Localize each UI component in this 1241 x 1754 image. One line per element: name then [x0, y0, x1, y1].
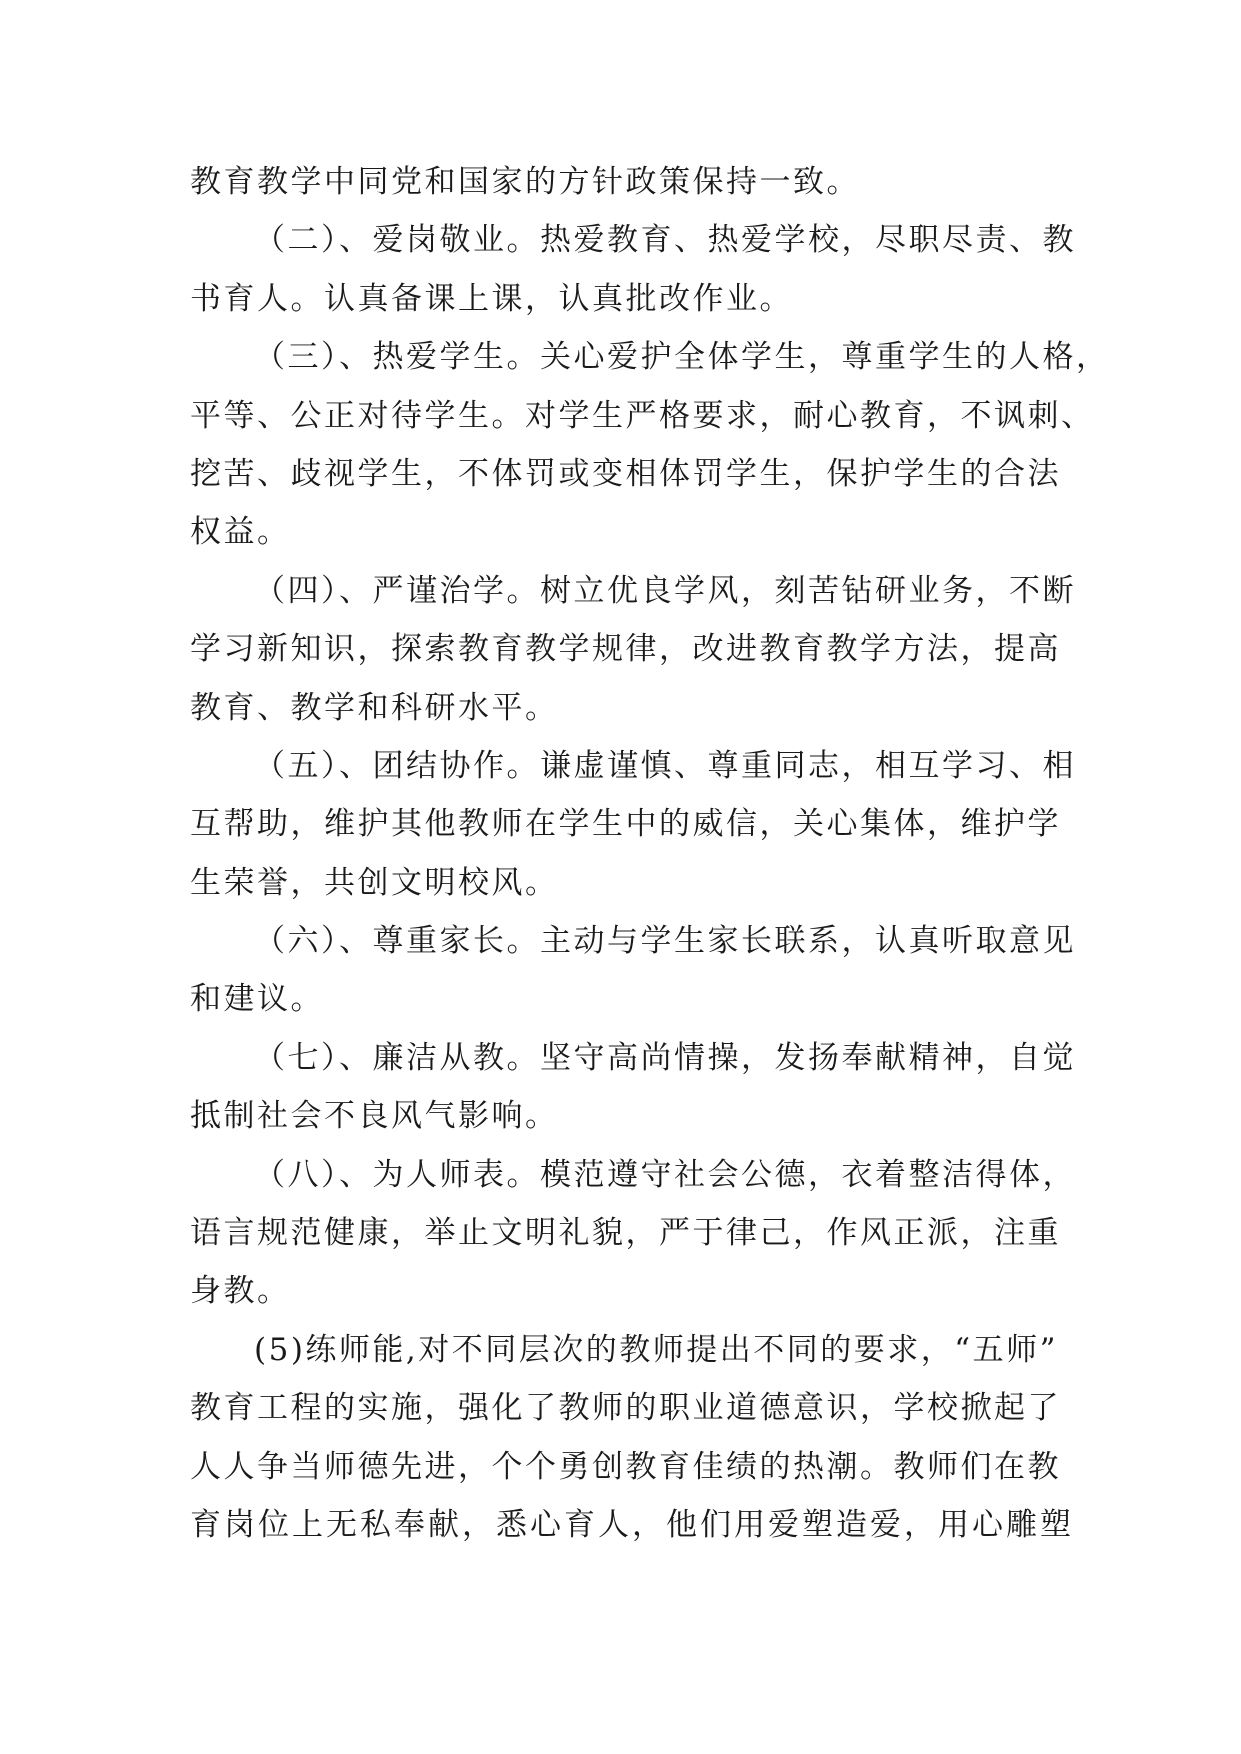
document-page [190, 153, 1110, 1554]
text-line: 育岗位上无私奉献，悉心育人，他们用爱塑造爱，用心雕塑 [190, 1506, 1074, 1543]
text-line: 教育工程的实施，强化了教师的职业道德意识，学校掀起了 [190, 1390, 1061, 1427]
text-line: 挖苦、歧视学生，不体罚或变相体罚学生，保护学生的合法 [190, 455, 1061, 492]
paragraph-3-start: （三）、热爱学生。关心爱护全体学生，尊重学生的人格， [254, 339, 1110, 376]
text-line: 书育人。认真备课上课，认真批改作业。 [190, 280, 793, 317]
text-line: 语言规范健康，举止文明礼貌，严于律己，作风正派，注重 [190, 1215, 1061, 1252]
paragraph-2-start: （二）、爱岗敬业。热爱教育、热爱学校，尽职尽责、教 [254, 222, 1076, 259]
text-line: 权益。 [190, 514, 291, 551]
text-line: 和建议。 [190, 981, 324, 1018]
text-line: 人人争当师德先进，个个勇创教育佳绩的热潮。教师们在教 [190, 1448, 1061, 1485]
paragraph-4-start: （四）、严谨治学。树立优良学风，刻苦钻研业务，不断 [254, 572, 1076, 609]
paragraph-5-start: （五）、团结协作。谦虚谨慎、尊重同志，相互学习、相 [254, 747, 1076, 784]
text-line: 学习新知识，探索教育教学规律，改进教育教学方法，提高 [190, 631, 1061, 668]
text-line: 教育教学中同党和国家的方针政策保持一致。 [190, 164, 860, 200]
text-line: 生荣誉，共创文明校风。 [190, 864, 559, 901]
text-line: 身教。 [190, 1273, 291, 1310]
text-line: 互帮助，维护其他教师在学生中的威信，关心集体，维护学 [190, 806, 1061, 843]
paragraph-8-start: （八）、为人师表。模范遵守社会公德，衣着整洁得体， [254, 1156, 1076, 1193]
text-line: 教育、教学和科研水平。 [190, 689, 559, 726]
paragraph-7-start: （七）、廉洁从教。坚守高尚情操，发扬奉献精神，自觉 [254, 1039, 1076, 1076]
paragraph-9-start: (5)练师能,对不同层次的教师提出不同的要求，“五师” [254, 1331, 1058, 1368]
paragraph-6-start: （六）、尊重家长。主动与学生家长联系，认真听取意见 [254, 923, 1076, 960]
text-line: 平等、公正对待学生。对学生严格要求，耐心教育，不讽刺、 [190, 397, 1095, 434]
text-line: 抵制社会不良风气影响。 [190, 1098, 559, 1135]
